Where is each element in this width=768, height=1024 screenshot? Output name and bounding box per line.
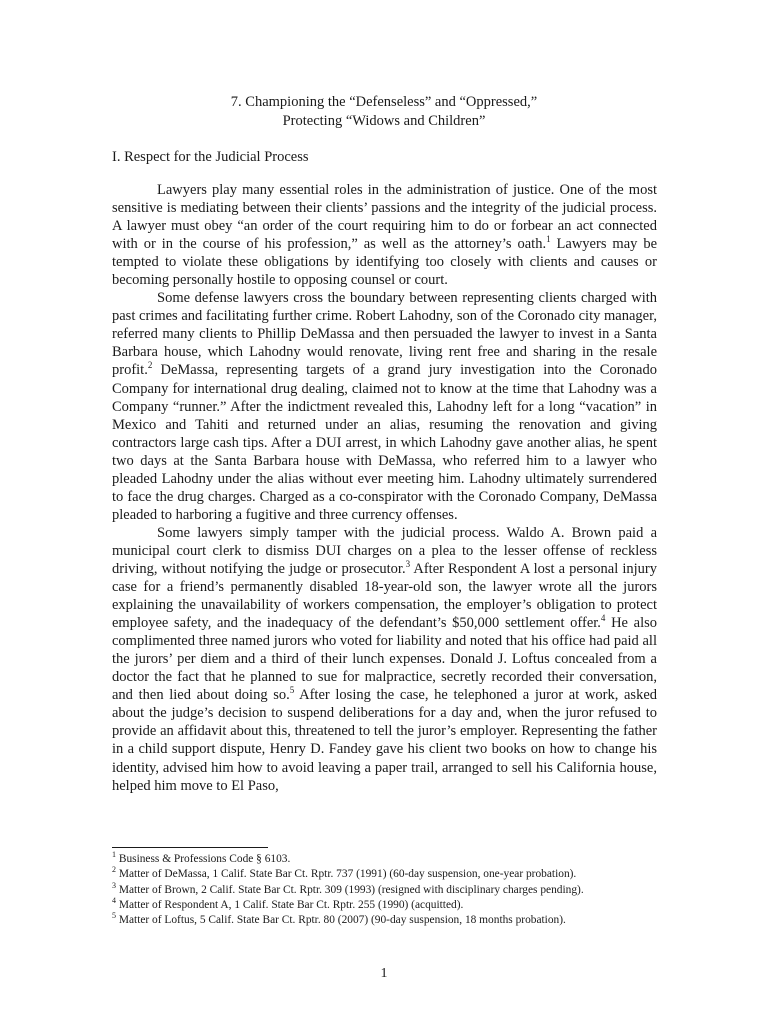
- section-heading: I. Respect for the Judicial Process: [112, 149, 309, 165]
- chapter-title-line-2: Protecting “Widows and Children”: [282, 112, 486, 129]
- footnote-text: Matter of Brown, 2 Calif. State Bar Ct. Rptr. 309 (1993) (resigned with disciplinary charges pending).: [116, 883, 584, 896]
- paragraph-text: Lawyers may be tempted to violate these obligations by identifying too closely with clients and causes or becoming personally hostile to opposing counsel or court.: [112, 236, 658, 289]
- footnote-ref[interactable]: 5: [289, 685, 295, 696]
- footnote-number: 1: [112, 850, 116, 860]
- paragraph-text: After losing the case, he telephoned a juror at work, asked about the judge’s decision to suspend deliberations for a day and, when the juror refused to provide an affidavit about this, threatened to tell the juror’s employer. Representing the father in a child support dispute, Henry D. Fandey gave his client two books on how to change his identity, advised him how to avoid leaving a paper trail, arranged to sell his California house, helped him move to El Paso,: [112, 687, 658, 794]
- footnote: [112, 867, 672, 882]
- paragraph-text: DeMassa, representing targets of a grand jury investigation into the Coronado Company for international drug dealing, claimed not to know at the time that Lahodny was a Company “runner.” After the indictment revealed this, Lahodny left for a long “vacation” in Mexico and Tahiti and returned under an alias, resuming the renovation and giving contractors large cash tips. After a DUI arrest, in which Lahodny gave another alias, he spent two days at the Santa Barbara house with DeMassa, who referred him to a lawyer who pleaded Lahodny under the alias without ever meeting him. Lahodny ultimately surrendered to face the drug charges. Charged as a co-conspirator with the Coronado Company, DeMassa pleaded to harboring a fugitive and three currency offenses.: [112, 362, 657, 523]
- paragraph-text: He also complimented three named jurors who voted for liability and noted that his office had paid all the jurors’ per diem and a third of their lunch expenses. Donald J. Loftus concealed from a doctor the fact that he planned to sue for malpractice, secretly recorded their conversation, and then lied about doing so.: [112, 615, 657, 704]
- chapter-title-line-1: 7. Championing the “Defenseless” and “Oppressed,”: [230, 94, 538, 110]
- chapter-title: [112, 93, 656, 130]
- page-number: 1: [380, 966, 388, 981]
- paragraph: [112, 289, 657, 524]
- footnote-number: 2: [112, 865, 116, 875]
- footnote-ref[interactable]: 4: [600, 613, 606, 624]
- footnote-text: Matter of DeMassa, 1 Calif. State Bar Ct. Rptr. 737 (1991) (60-day suspension, one-year probation).: [116, 868, 577, 881]
- footnote-number: 3: [112, 880, 116, 890]
- footnote-ref[interactable]: 2: [147, 360, 153, 371]
- paragraph-text: Lawyers play many essential roles in the administration of justice. One of the most sensitive is mediating between their clients’ passions and the integrity of the judicial process. A lawyer must obey “an order of the court requiring him to do or forbear an act connected with or in the course of his profession,” as well as the attorney’s oath.: [112, 182, 657, 253]
- paragraph-text: Some defense lawyers cross the boundary between representing clients charged with past crimes and facilitating further crime. Robert Lahodny, son of the Coronado city manager, referred many clients to Phillip DeMassa and then persuaded the lawyer to invest in a Santa Barbara house, which Lahodny would renovate, living rent free and sharing in the resale profit.: [112, 290, 657, 379]
- paragraph-text: After Respondent A lost a personal injury case for a friend’s permanently disabled 18-year-old son, the lawyer wrote all the jurors explaining the unavailability of workers compensation, the employer’s obligation to protect employee safety, and the inadequacy of the defendant’s $50,000 settlement offer.: [112, 560, 657, 632]
- footnote: [112, 852, 672, 867]
- paragraph: [112, 524, 657, 795]
- footnote: [112, 898, 672, 913]
- footnote-number: 5: [112, 911, 116, 921]
- footnote: [112, 880, 672, 898]
- footnote-number: 4: [112, 896, 116, 906]
- footnote-text: Matter of Loftus, 5 Calif. State Bar Ct. Rptr. 80 (2007) (90-day suspension, 18 months probation).: [116, 914, 566, 927]
- footnotes: [112, 852, 672, 928]
- footnote-ref[interactable]: 3: [405, 559, 411, 570]
- footnote-divider: [112, 847, 268, 848]
- footnote-ref[interactable]: 1: [546, 234, 551, 245]
- footnote-text: Business & Professions Code § 6103.: [116, 853, 291, 865]
- footnote: [112, 913, 672, 928]
- body-text: [112, 181, 657, 795]
- paragraph: [112, 181, 657, 289]
- footnote-text: Matter of Respondent A, 1 Calif. State Bar Ct. Rptr. 255 (1990) (acquitted).: [116, 898, 464, 911]
- paragraph-text: Some lawyers simply tamper with the judicial process. Waldo A. Brown paid a municipal court clerk to dismiss DUI charges on a plea to the lesser offense of reckless driving, without notifying the judge or prosecutor.: [112, 524, 657, 577]
